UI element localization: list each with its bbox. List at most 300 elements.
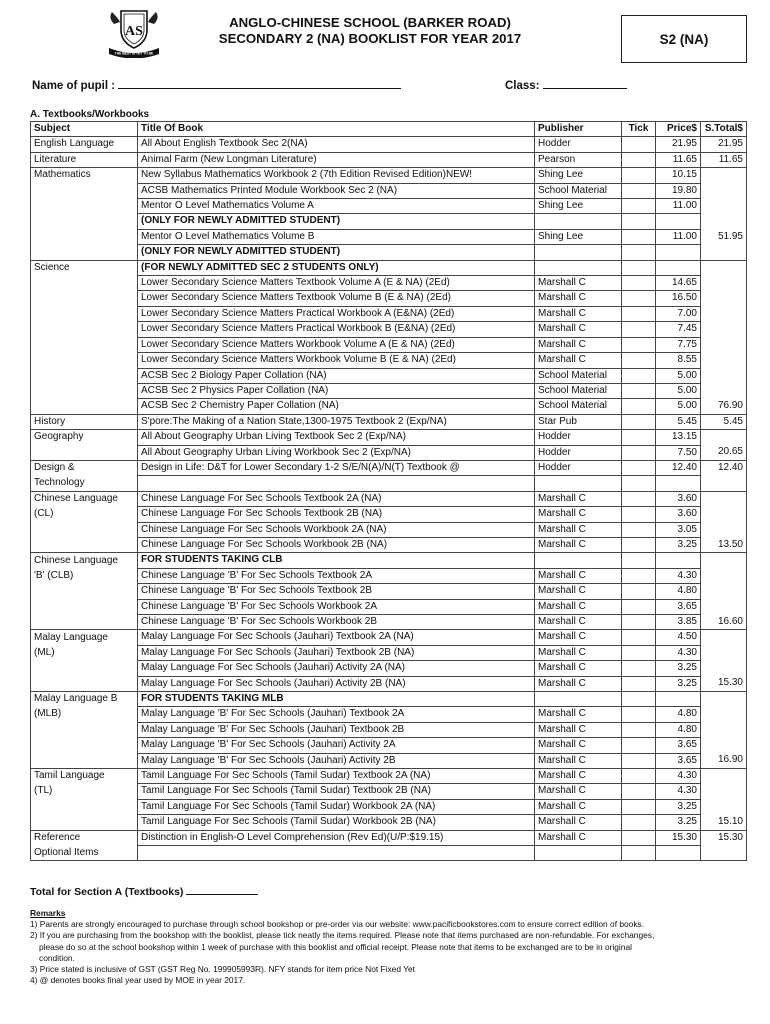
cell-subject	[31, 445, 138, 460]
table-row	[31, 537, 747, 552]
cell-subtotal: 12.40	[701, 460, 747, 475]
cell-subtotal	[701, 322, 747, 337]
cell-publisher: Marshall C	[535, 799, 622, 814]
cell-price: 4.80	[656, 722, 701, 737]
cell-price: 4.30	[656, 784, 701, 799]
cell-publisher	[535, 214, 622, 229]
cell-subject: (CL)	[31, 507, 138, 522]
cell-tick[interactable]	[622, 199, 656, 214]
cell-price	[656, 260, 701, 275]
cell-title: Chinese Language For Sec Schools Textbook 2B (NA)	[138, 507, 535, 522]
cell-subtotal: 20.65	[701, 445, 747, 460]
cell-tick[interactable]	[622, 661, 656, 676]
section-a-total	[30, 883, 258, 898]
cell-tick[interactable]	[622, 168, 656, 183]
cell-price: 4.30	[656, 568, 701, 583]
svg-text:THE BEST IS YET TO BE: THE BEST IS YET TO BE	[114, 51, 154, 56]
cell-price: 10.15	[656, 168, 701, 183]
col-header-tick: Tick	[622, 122, 656, 137]
table-row	[31, 137, 747, 152]
cell-tick[interactable]	[622, 630, 656, 645]
cell-subject: Malay Language	[31, 630, 138, 645]
cell-tick[interactable]	[622, 383, 656, 398]
remarks-heading: Remarks	[30, 908, 66, 918]
table-row	[31, 183, 747, 198]
table-row	[31, 399, 747, 414]
cell-publisher: Marshall C	[535, 353, 622, 368]
remark-line: please do so at the school bookshop within 1 week of purchase with this booklist and official receipt. Please note that items to be exchanged are to be in original	[39, 941, 632, 952]
cell-subtotal: 15.10	[701, 815, 747, 830]
cell-subject	[31, 614, 138, 629]
cell-title: Malay Language 'B' For Sec Schools (Jauhari) Activity 2B	[138, 753, 535, 768]
cell-subtotal	[701, 183, 747, 198]
cell-publisher: Marshall C	[535, 322, 622, 337]
cell-publisher	[535, 553, 622, 568]
table-row	[31, 276, 747, 291]
table-row	[31, 769, 747, 784]
cell-publisher: Shing Lee	[535, 168, 622, 183]
cell-tick[interactable]	[622, 476, 656, 491]
cell-price: 7.00	[656, 306, 701, 321]
cell-publisher: Marshall C	[535, 769, 622, 784]
cell-publisher: Marshall C	[535, 830, 622, 845]
cell-tick[interactable]	[622, 799, 656, 814]
table-row	[31, 522, 747, 537]
cell-subtotal: 21.95	[701, 137, 747, 152]
cell-publisher: School Material	[535, 183, 622, 198]
table-row	[31, 661, 747, 676]
cell-tick[interactable]	[622, 214, 656, 229]
cell-price	[656, 476, 701, 491]
remarks	[30, 908, 745, 986]
cell-subject	[31, 799, 138, 814]
cell-title: ACSB Mathematics Printed Module Workbook Sec 2 (NA)	[138, 183, 535, 198]
cell-tick[interactable]	[622, 568, 656, 583]
cell-price: 11.00	[656, 229, 701, 244]
table-row	[31, 584, 747, 599]
cell-subtotal: 5.45	[701, 414, 747, 429]
table-row	[31, 707, 747, 722]
table-row	[31, 260, 747, 275]
cell-tick[interactable]	[622, 676, 656, 691]
cell-tick[interactable]	[622, 183, 656, 198]
cell-price: 14.65	[656, 276, 701, 291]
cell-title: (FOR NEWLY ADMITTED SEC 2 STUDENTS ONLY)	[138, 260, 535, 275]
cell-subtotal	[701, 645, 747, 660]
cell-price: 4.30	[656, 645, 701, 660]
cell-title: Malay Language For Sec Schools (Jauhari) Activity 2A (NA)	[138, 661, 535, 676]
cell-price: 4.80	[656, 707, 701, 722]
cell-subject	[31, 353, 138, 368]
cell-subtotal	[701, 291, 747, 306]
cell-title: S'pore:The Making of a Nation State,1300-1975 Textbook 2 (Exp/NA)	[138, 414, 535, 429]
cell-title: Lower Secondary Science Matters Workbook Volume B (E & NA) (2Ed)	[138, 353, 535, 368]
table-row	[31, 614, 747, 629]
cell-publisher	[535, 245, 622, 260]
cell-subtotal: 15.30	[701, 676, 747, 691]
cell-publisher: Marshall C	[535, 337, 622, 352]
cell-subtotal	[701, 491, 747, 506]
cell-title: Animal Farm (New Longman Literature)	[138, 152, 535, 167]
cell-price: 3.25	[656, 676, 701, 691]
cell-tick[interactable]	[622, 276, 656, 291]
cell-tick[interactable]	[622, 260, 656, 275]
cell-price: 12.40	[656, 460, 701, 475]
cell-subject: (ML)	[31, 645, 138, 660]
cell-publisher	[535, 692, 622, 707]
cell-subject	[31, 229, 138, 244]
cell-subtotal	[701, 353, 747, 368]
cell-tick[interactable]	[622, 152, 656, 167]
remark-line: 1) Parents are strongly encouraged to purchase through school bookshop or pre-order via our website: www.pacificbookstores.com to ensure correct edition of books.	[30, 919, 645, 930]
remark-line: condition.	[39, 952, 75, 963]
cell-title: Chinese Language For Sec Schools Workbook 2B (NA)	[138, 537, 535, 552]
cell-price: 16.50	[656, 291, 701, 306]
pupil-name-field[interactable]	[118, 77, 401, 89]
cell-title: Malay Language For Sec Schools (Jauhari) Textbook 2B (NA)	[138, 645, 535, 660]
cell-publisher	[535, 476, 622, 491]
remark-line: 2) If you are purchasing from the bookshop with the booklist, please tick neatly the items required. Please note that items purchased are non-refundable. For exchanges,	[30, 930, 655, 941]
cell-price: 19.80	[656, 183, 701, 198]
cell-publisher: Pearson	[535, 152, 622, 167]
cell-tick[interactable]	[622, 707, 656, 722]
cell-price: 5.45	[656, 414, 701, 429]
cell-subject: (TL)	[31, 784, 138, 799]
cell-publisher: Marshall C	[535, 738, 622, 753]
level-code-box	[621, 15, 747, 63]
svg-text:AS: AS	[125, 24, 143, 39]
cell-publisher: Star Pub	[535, 414, 622, 429]
cell-price: 11.00	[656, 199, 701, 214]
remark-line: 3) Price stated is inclusive of GST (GST Reg No. 199905993R). NFY stands for item price Not Fixed Yet	[30, 964, 415, 975]
cell-title: FOR STUDENTS TAKING MLB	[138, 692, 535, 707]
table-row	[31, 676, 747, 691]
booklist-table	[30, 121, 747, 861]
cell-title: Malay Language 'B' For Sec Schools (Jauhari) Activity 2A	[138, 738, 535, 753]
cell-subtotal	[701, 214, 747, 229]
table-row	[31, 214, 747, 229]
cell-title: Chinese Language 'B' For Sec Schools Workbook 2B	[138, 614, 535, 629]
cell-publisher: Marshall C	[535, 537, 622, 552]
cell-title: Malay Language 'B' For Sec Schools (Jauhari) Textbook 2B	[138, 722, 535, 737]
cell-price: 3.25	[656, 799, 701, 814]
cell-tick[interactable]	[622, 584, 656, 599]
cell-subject: Science	[31, 260, 138, 275]
cell-title	[138, 476, 535, 491]
cell-subject	[31, 753, 138, 768]
table-row	[31, 722, 747, 737]
cell-subtotal: 16.90	[701, 753, 747, 768]
cell-tick[interactable]	[622, 445, 656, 460]
cell-publisher: Marshall C	[535, 784, 622, 799]
table-row	[31, 414, 747, 429]
cell-price: 3.60	[656, 507, 701, 522]
cell-title: FOR STUDENTS TAKING CLB	[138, 553, 535, 568]
table-row	[31, 383, 747, 398]
cell-subtotal: 76.90	[701, 399, 747, 414]
cell-tick[interactable]	[622, 306, 656, 321]
level-code: S2 (NA)	[659, 31, 709, 47]
cell-tick[interactable]	[622, 614, 656, 629]
table-row	[31, 507, 747, 522]
cell-title: Tamil Language For Sec Schools (Tamil Sudar) Textbook 2A (NA)	[138, 769, 535, 784]
cell-title: Malay Language For Sec Schools (Jauhari) Textbook 2A (NA)	[138, 630, 535, 645]
table-row	[31, 168, 747, 183]
cell-subject	[31, 661, 138, 676]
col-header-title: Title Of Book	[138, 122, 535, 137]
cell-tick[interactable]	[622, 322, 656, 337]
table-row	[31, 568, 747, 583]
cell-tick[interactable]	[622, 738, 656, 753]
cell-publisher: Marshall C	[535, 753, 622, 768]
cell-subject: Reference	[31, 830, 138, 845]
cell-subject: Chinese Language	[31, 491, 138, 506]
cell-subtotal	[701, 522, 747, 537]
class-row	[505, 77, 627, 92]
cell-price	[656, 692, 701, 707]
cell-tick[interactable]	[622, 830, 656, 845]
cell-tick[interactable]	[622, 537, 656, 552]
cell-publisher: Marshall C	[535, 599, 622, 614]
cell-tick[interactable]	[622, 353, 656, 368]
cell-title: Lower Secondary Science Matters Textbook Volume B (E & NA) (2Ed)	[138, 291, 535, 306]
cell-subject	[31, 599, 138, 614]
table-row	[31, 630, 747, 645]
cell-subtotal	[701, 368, 747, 383]
table-row	[31, 229, 747, 244]
table-row	[31, 322, 747, 337]
table-row	[31, 430, 747, 445]
cell-tick[interactable]	[622, 245, 656, 260]
cell-title: Tamil Language For Sec Schools (Tamil Sudar) Workbook 2A (NA)	[138, 799, 535, 814]
table-row	[31, 152, 747, 167]
cell-tick[interactable]	[622, 137, 656, 152]
cell-price: 5.00	[656, 368, 701, 383]
cell-subject	[31, 276, 138, 291]
cell-price	[656, 245, 701, 260]
cell-subtotal	[701, 722, 747, 737]
cell-tick[interactable]	[622, 414, 656, 429]
cell-tick[interactable]	[622, 368, 656, 383]
cell-subtotal	[701, 630, 747, 645]
class-label: Class:	[505, 80, 540, 92]
cell-publisher: Marshall C	[535, 661, 622, 676]
cell-price	[656, 553, 701, 568]
cell-price: 5.00	[656, 399, 701, 414]
cell-publisher: School Material	[535, 399, 622, 414]
cell-tick[interactable]	[622, 291, 656, 306]
cell-subject: Malay Language B	[31, 692, 138, 707]
cell-subtotal	[701, 784, 747, 799]
table-row	[31, 491, 747, 506]
cell-price: 7.45	[656, 322, 701, 337]
cell-publisher: School Material	[535, 368, 622, 383]
cell-title: All About Geography Urban Living Workbook Sec 2 (Exp/NA)	[138, 445, 535, 460]
cell-title: (ONLY FOR NEWLY ADMITTED STUDENT)	[138, 214, 535, 229]
cell-tick[interactable]	[622, 846, 656, 861]
cell-subject: (MLB)	[31, 707, 138, 722]
table-row	[31, 368, 747, 383]
pupil-name-label: Name of pupil :	[32, 80, 116, 92]
col-header-subtotal: S.Total$	[701, 122, 747, 137]
cell-subtotal	[701, 769, 747, 784]
cell-tick[interactable]	[622, 784, 656, 799]
cell-subtotal	[701, 738, 747, 753]
table-row	[31, 245, 747, 260]
cell-tick[interactable]	[622, 460, 656, 475]
table-header-row	[31, 122, 747, 137]
cell-tick[interactable]	[622, 229, 656, 244]
cell-subject	[31, 722, 138, 737]
cell-subject	[31, 368, 138, 383]
booklist-year-title: SECONDARY 2 (NA) BOOKLIST FOR YEAR 2017	[218, 31, 522, 46]
cell-price: 4.50	[656, 630, 701, 645]
cell-subtotal	[701, 476, 747, 491]
cell-price: 5.00	[656, 383, 701, 398]
cell-subject: Mathematics	[31, 168, 138, 183]
cell-subtotal: 16.60	[701, 614, 747, 629]
cell-price	[656, 214, 701, 229]
cell-subject	[31, 306, 138, 321]
cell-title: Lower Secondary Science Matters Practical Workbook A (E&NA) (2Ed)	[138, 306, 535, 321]
cell-subject: History	[31, 414, 138, 429]
cell-title: Chinese Language For Sec Schools Textbook 2A (NA)	[138, 491, 535, 506]
cell-tick[interactable]	[622, 399, 656, 414]
col-header-subject: Subject	[31, 122, 138, 137]
cell-tick[interactable]	[622, 491, 656, 506]
cell-subtotal: 15.30	[701, 830, 747, 845]
booklist-title	[170, 15, 570, 47]
cell-price: 4.30	[656, 769, 701, 784]
cell-subtotal	[701, 553, 747, 568]
cell-publisher: Marshall C	[535, 568, 622, 583]
cell-tick[interactable]	[622, 815, 656, 830]
total-field[interactable]	[186, 883, 258, 895]
cell-subject: Geography	[31, 430, 138, 445]
cell-publisher: Shing Lee	[535, 229, 622, 244]
cell-title: Malay Language For Sec Schools (Jauhari) Activity 2B (NA)	[138, 676, 535, 691]
cell-price: 3.05	[656, 522, 701, 537]
cell-publisher: Marshall C	[535, 306, 622, 321]
cell-publisher: Marshall C	[535, 291, 622, 306]
cell-subtotal	[701, 584, 747, 599]
cell-subject	[31, 245, 138, 260]
cell-subtotal	[701, 306, 747, 321]
cell-title: Malay Language 'B' For Sec Schools (Jauhari) Textbook 2A	[138, 707, 535, 722]
cell-publisher: Marshall C	[535, 491, 622, 506]
cell-title: All About Geography Urban Living Textbook Sec 2 (Exp/NA)	[138, 430, 535, 445]
cell-tick[interactable]	[622, 692, 656, 707]
cell-tick[interactable]	[622, 337, 656, 352]
table-row	[31, 753, 747, 768]
cell-publisher: Hodder	[535, 445, 622, 460]
school-name: ANGLO-CHINESE SCHOOL (BARKER ROAD)	[229, 15, 511, 30]
table-row	[31, 337, 747, 352]
cell-publisher: Shing Lee	[535, 199, 622, 214]
cell-publisher: Marshall C	[535, 645, 622, 660]
cell-tick[interactable]	[622, 753, 656, 768]
table-row	[31, 738, 747, 753]
cell-publisher: Marshall C	[535, 522, 622, 537]
cell-subject	[31, 537, 138, 552]
cell-tick[interactable]	[622, 645, 656, 660]
cell-title: Chinese Language 'B' For Sec Schools Textbook 2B	[138, 584, 535, 599]
cell-title: ACSB Sec 2 Chemistry Paper Collation (NA)	[138, 399, 535, 414]
cell-subject	[31, 183, 138, 198]
cell-subject: Chinese Language	[31, 553, 138, 568]
cell-subtotal: 11.65	[701, 152, 747, 167]
cell-price	[656, 846, 701, 861]
cell-price: 3.25	[656, 815, 701, 830]
cell-subject	[31, 199, 138, 214]
cell-title: Mentor O Level Mathematics Volume B	[138, 229, 535, 244]
school-crest-logo	[106, 8, 162, 58]
remark-line: 4) @ denotes books final year used by MOE in year 2017.	[30, 975, 246, 986]
cell-subject	[31, 337, 138, 352]
cell-price: 3.60	[656, 491, 701, 506]
cell-title: Chinese Language For Sec Schools Workbook 2A (NA)	[138, 522, 535, 537]
table-row	[31, 815, 747, 830]
cell-title: Distinction in English-O Level Comprehension (Rev Ed)(U/P:$19.15)	[138, 830, 535, 845]
cell-subtotal	[701, 707, 747, 722]
table-row	[31, 199, 747, 214]
cell-title: Design in Life: D&T for Lower Secondary 1-2 S/E/N(A)/N(T) Textbook @	[138, 460, 535, 475]
table-row	[31, 830, 747, 845]
cell-tick[interactable]	[622, 522, 656, 537]
table-row	[31, 445, 747, 460]
cell-publisher: Marshall C	[535, 507, 622, 522]
table-row	[31, 553, 747, 568]
cell-tick[interactable]	[622, 722, 656, 737]
cell-subtotal: 51.95	[701, 229, 747, 244]
table-row	[31, 353, 747, 368]
cell-subject	[31, 291, 138, 306]
cell-price: 21.95	[656, 137, 701, 152]
cell-subtotal	[701, 661, 747, 676]
cell-tick[interactable]	[622, 430, 656, 445]
cell-title: ACSB Sec 2 Biology Paper Collation (NA)	[138, 368, 535, 383]
cell-price: 3.65	[656, 753, 701, 768]
cell-publisher: Marshall C	[535, 614, 622, 629]
table-row	[31, 645, 747, 660]
cell-tick[interactable]	[622, 553, 656, 568]
cell-subtotal	[701, 692, 747, 707]
pupil-name-row	[32, 77, 401, 92]
cell-subject: Technology	[31, 476, 138, 491]
table-row	[31, 291, 747, 306]
cell-subject	[31, 815, 138, 830]
cell-subject	[31, 399, 138, 414]
cell-price: 7.75	[656, 337, 701, 352]
cell-subject	[31, 322, 138, 337]
cell-subtotal	[701, 168, 747, 183]
class-field[interactable]	[543, 77, 627, 89]
cell-subject	[31, 383, 138, 398]
cell-tick[interactable]	[622, 599, 656, 614]
table-row	[31, 692, 747, 707]
cell-tick[interactable]	[622, 507, 656, 522]
cell-price: 4.80	[656, 584, 701, 599]
cell-tick[interactable]	[622, 769, 656, 784]
cell-publisher: Hodder	[535, 430, 622, 445]
cell-subject: English Language	[31, 137, 138, 152]
cell-subject: Optional Items	[31, 846, 138, 861]
cell-price: 3.65	[656, 738, 701, 753]
cell-title: Chinese Language 'B' For Sec Schools Workbook 2A	[138, 599, 535, 614]
cell-publisher	[535, 260, 622, 275]
cell-subtotal: 13.50	[701, 537, 747, 552]
cell-title: Tamil Language For Sec Schools (Tamil Sudar) Textbook 2B (NA)	[138, 784, 535, 799]
